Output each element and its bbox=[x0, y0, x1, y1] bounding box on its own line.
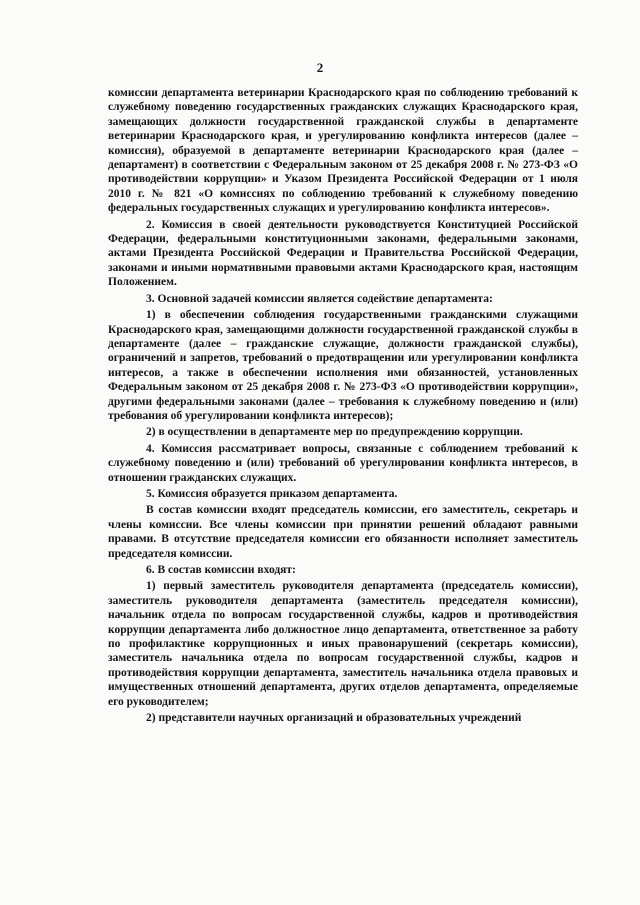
paragraph-6-1: 1) первый заместитель руководителя департамента (председатель комиссии), заместитель руководителя департамента (заместитель председателя комиссии), начальник отдела по вопросам государственной службы, кадров и противодействия коррупции департамента либо должностное лицо департамента, ответственное за работу по профилактике коррупционных и иных правонарушений (секретарь комиссии), заместитель начальника отдела по вопросам государственной службы, кадров и противодействия коррупции департамента, заместитель начальника отдела правовых и имущественных отношений департамента, других отделов департамента, определяемые его руководителем; bbox=[108, 580, 578, 708]
paragraph-intro: комиссии департамента ветеринарии Краснодарского края по соблюдению требований к служебному поведению государственных гражданских служащих Краснодарского края, замещающих должности государственной гражданской службы в департаменте ветеринарии Краснодарского края, и урегулированию конфликта интересов (далее – комиссия), образуемой в департаменте ветеринарии Краснодарского края (далее – департамент) в соответствии с Федеральным законом от 25 декабря 2008 г. № 273-ФЗ «О противодействии коррупции» и Указом Президента Российской Федерации от 1 июля 2010 г. № 821 «О комиссиях по соблюдению требований к служебному поведению федеральных государственных служащих и урегулированию конфликта интересов». bbox=[108, 87, 578, 215]
paragraph-5: 5. Комиссия образуется приказом департамента. bbox=[146, 487, 398, 500]
paragraph-6: 6. В состав комиссии входят: bbox=[146, 564, 296, 576]
page-number: 2 bbox=[316, 60, 324, 75]
document-body bbox=[108, 86, 578, 727]
paragraph-2: 2. Комиссия в своей деятельности руководствуется Конституцией Российской Федерации, федеральными конституционными законами, федеральными законами, актами Президента Российской Федерации и Правительства Российской Федерации, законами и иными нормативными правовыми актами Краснодарского края, настоящим Положением. bbox=[108, 218, 578, 289]
paragraph-5-composition: В состав комиссии входят председатель комиссии, его заместитель, секретарь и члены комиссии. Все члены комиссии при принятии решений обладают равными правами. В отсутствие председателя комиссии его обязанности исполняет заместитель председателя комиссии. bbox=[108, 504, 578, 560]
paragraph-3-1: 1) в обеспечении соблюдения государственными гражданскими служащими Краснодарского края, замещающими должности государственной гражданской службы в департаменте (далее – гражданские служащие, должности гражданской службы), ограничений и запретов, требований о предотвращении или урегулировании конфликта интересов, а также в обеспечении исполнения ими обязанностей, установленных Федеральным законом от 25 декабря 2008 г. № 273-ФЗ «О противодействии коррупции», другими федеральными законами (далее – требования к служебному поведению и (или) требования об урегулировании конфликта интересов); bbox=[108, 309, 578, 422]
paragraph-6-2: 2) представители научных организаций и образовательных учреждений bbox=[146, 712, 522, 725]
paragraph-4: 4. Комиссия рассматривает вопросы, связанные с соблюдением требований к служебному поведению и (или) требований об урегулировании конфликта интересов, в отношении гражданских служащих. bbox=[108, 442, 578, 484]
paragraph-3: 3. Основной задачей комиссии является содействие департамента: bbox=[146, 292, 493, 305]
paragraph-3-2: 2) в осуществлении в департаменте мер по предупреждению коррупции. bbox=[146, 426, 523, 439]
